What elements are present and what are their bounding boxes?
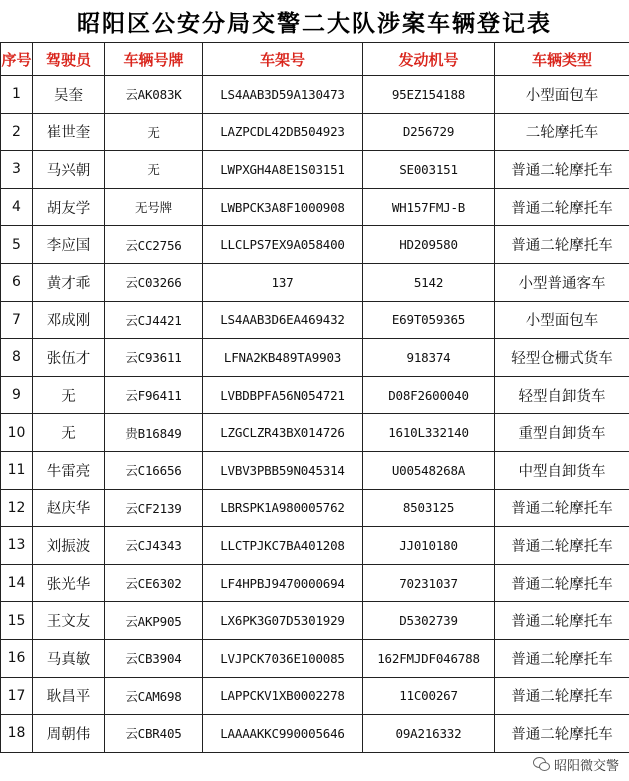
cell-plate: 云CC2756 — [105, 226, 203, 264]
cell-vin: LX6PK3G07D5301929 — [203, 602, 363, 640]
cell-seq: 1 — [1, 76, 33, 114]
cell-type: 小型面包车 — [495, 301, 629, 339]
cell-seq: 13 — [1, 527, 33, 565]
page-title: 昭阳区公安分局交警二大队涉案车辆登记表 — [77, 10, 552, 37]
cell-driver: 胡友学 — [33, 188, 105, 226]
cell-vin: LAZPCDL42DB504923 — [203, 113, 363, 151]
column-header: 车辆类型 — [495, 43, 629, 76]
cell-engine: 95EZ154188 — [363, 76, 495, 114]
cell-engine: 918374 — [363, 339, 495, 377]
cell-vin: LVBDBPFA56N054721 — [203, 376, 363, 414]
cell-driver: 刘振波 — [33, 527, 105, 565]
cell-seq: 18 — [1, 715, 33, 753]
cell-plate: 无 — [105, 113, 203, 151]
cell-driver: 邓成刚 — [33, 301, 105, 339]
cell-engine: E69T059365 — [363, 301, 495, 339]
column-header: 车架号 — [203, 43, 363, 76]
cell-vin: LVJPCK7036E100085 — [203, 639, 363, 677]
table-row — [1, 414, 629, 452]
table-body — [1, 76, 629, 753]
cell-vin: LVBV3PBB59N045314 — [203, 451, 363, 489]
cell-vin: LWPXGH4A8E1S03151 — [203, 151, 363, 189]
table-row — [1, 715, 629, 753]
cell-vin: LZGCLZR43BX014726 — [203, 414, 363, 452]
cell-type: 小型普通客车 — [495, 263, 629, 301]
cell-seq: 9 — [1, 376, 33, 414]
cell-vin: LS4AAB3D59A130473 — [203, 76, 363, 114]
cell-plate: 贵B16849 — [105, 414, 203, 452]
cell-engine: 5142 — [363, 263, 495, 301]
table-row — [1, 226, 629, 264]
cell-plate: 云C93611 — [105, 339, 203, 377]
cell-plate: 云AKP905 — [105, 602, 203, 640]
cell-type: 重型自卸货车 — [495, 414, 629, 452]
cell-type: 小型面包车 — [495, 76, 629, 114]
table-row — [1, 76, 629, 114]
cell-seq: 15 — [1, 602, 33, 640]
cell-engine: 1610L332140 — [363, 414, 495, 452]
cell-seq: 17 — [1, 677, 33, 715]
table-row — [1, 113, 629, 151]
cell-driver: 无 — [33, 376, 105, 414]
column-header: 序号 — [1, 43, 33, 76]
cell-seq: 12 — [1, 489, 33, 527]
cell-engine: D256729 — [363, 113, 495, 151]
cell-engine: 162FMJDF046788 — [363, 639, 495, 677]
table-row — [1, 602, 629, 640]
cell-plate: 无号牌 — [105, 188, 203, 226]
cell-vin: LBRSPK1A980005762 — [203, 489, 363, 527]
cell-type: 普通二轮摩托车 — [495, 226, 629, 264]
cell-plate: 云CJ4343 — [105, 527, 203, 565]
cell-plate: 云F96411 — [105, 376, 203, 414]
cell-vin: LLCLPS7EX9A058400 — [203, 226, 363, 264]
cell-seq: 7 — [1, 301, 33, 339]
cell-driver: 牛雷亮 — [33, 451, 105, 489]
cell-driver: 周朝伟 — [33, 715, 105, 753]
cell-seq: 4 — [1, 188, 33, 226]
table-row — [1, 527, 629, 565]
table-row — [1, 188, 629, 226]
cell-engine: 11C00267 — [363, 677, 495, 715]
cell-engine: 70231037 — [363, 564, 495, 602]
cell-type: 普通二轮摩托车 — [495, 489, 629, 527]
cell-seq: 6 — [1, 263, 33, 301]
column-header: 车辆号牌 — [105, 43, 203, 76]
cell-plate: 云C16656 — [105, 451, 203, 489]
cell-plate: 云AK083K — [105, 76, 203, 114]
table-row — [1, 151, 629, 189]
cell-driver: 马真敏 — [33, 639, 105, 677]
cell-driver: 张光华 — [33, 564, 105, 602]
table-row — [1, 639, 629, 677]
cell-seq: 3 — [1, 151, 33, 189]
cell-engine: U00548268A — [363, 451, 495, 489]
cell-driver: 无 — [33, 414, 105, 452]
cell-type: 普通二轮摩托车 — [495, 639, 629, 677]
cell-type: 中型自卸货车 — [495, 451, 629, 489]
cell-driver: 李应国 — [33, 226, 105, 264]
column-header: 发动机号 — [363, 43, 495, 76]
cell-seq: 10 — [1, 414, 33, 452]
cell-type: 普通二轮摩托车 — [495, 715, 629, 753]
table-row — [1, 263, 629, 301]
cell-driver: 马兴朝 — [33, 151, 105, 189]
cell-driver: 赵庆华 — [33, 489, 105, 527]
cell-vin: LLCTPJKC7BA401208 — [203, 527, 363, 565]
cell-type: 轻型自卸货车 — [495, 376, 629, 414]
table-row — [1, 376, 629, 414]
cell-type: 普通二轮摩托车 — [495, 188, 629, 226]
cell-driver: 崔世奎 — [33, 113, 105, 151]
cell-vin: LAPPCKV1XB0002278 — [203, 677, 363, 715]
cell-engine: HD209580 — [363, 226, 495, 264]
table-row — [1, 451, 629, 489]
cell-driver: 张伍才 — [33, 339, 105, 377]
cell-vin: LF4HPBJ9470000694 — [203, 564, 363, 602]
cell-engine: D08F2600040 — [363, 376, 495, 414]
cell-plate: 云CAM698 — [105, 677, 203, 715]
cell-plate: 云CF2139 — [105, 489, 203, 527]
cell-type: 普通二轮摩托车 — [495, 564, 629, 602]
cell-driver: 吴奎 — [33, 76, 105, 114]
cell-seq: 8 — [1, 339, 33, 377]
cell-plate: 云CE6302 — [105, 564, 203, 602]
cell-engine: JJ010180 — [363, 527, 495, 565]
cell-plate: 云C03266 — [105, 263, 203, 301]
table-row — [1, 339, 629, 377]
cell-vin: LS4AAB3D6EA469432 — [203, 301, 363, 339]
table-row — [1, 301, 629, 339]
cell-plate: 云CB3904 — [105, 639, 203, 677]
cell-engine: WH157FMJ-B — [363, 188, 495, 226]
cell-vin: LWBPCK3A8F1000908 — [203, 188, 363, 226]
cell-seq: 11 — [1, 451, 33, 489]
wechat-icon — [533, 757, 549, 771]
cell-vin: 137 — [203, 263, 363, 301]
cell-driver: 黄才乖 — [33, 263, 105, 301]
header-row — [1, 43, 629, 76]
column-header: 驾驶员 — [33, 43, 105, 76]
cell-plate: 云CJ4421 — [105, 301, 203, 339]
cell-type: 普通二轮摩托车 — [495, 602, 629, 640]
cell-seq: 14 — [1, 564, 33, 602]
cell-engine: D5302739 — [363, 602, 495, 640]
watermark-text: 昭阳微交警 — [553, 758, 619, 774]
cell-plate: 云CBR405 — [105, 715, 203, 753]
watermark — [529, 753, 623, 775]
cell-engine: SE003151 — [363, 151, 495, 189]
cell-vin: LAAAAKKC990005646 — [203, 715, 363, 753]
cell-type: 轻型仓栅式货车 — [495, 339, 629, 377]
cell-engine: 09A216332 — [363, 715, 495, 753]
cell-type: 普通二轮摩托车 — [495, 527, 629, 565]
vehicle-registry-table — [0, 42, 629, 753]
cell-type: 二轮摩托车 — [495, 113, 629, 151]
cell-type: 普通二轮摩托车 — [495, 151, 629, 189]
cell-driver: 耿昌平 — [33, 677, 105, 715]
cell-engine: 8503125 — [363, 489, 495, 527]
cell-type: 普通二轮摩托车 — [495, 677, 629, 715]
cell-driver: 王文友 — [33, 602, 105, 640]
cell-plate: 无 — [105, 151, 203, 189]
table-row — [1, 489, 629, 527]
cell-seq: 16 — [1, 639, 33, 677]
cell-vin: LFNA2KB489TA9903 — [203, 339, 363, 377]
cell-seq: 5 — [1, 226, 33, 264]
table-row — [1, 677, 629, 715]
cell-seq: 2 — [1, 113, 33, 151]
table-row — [1, 564, 629, 602]
